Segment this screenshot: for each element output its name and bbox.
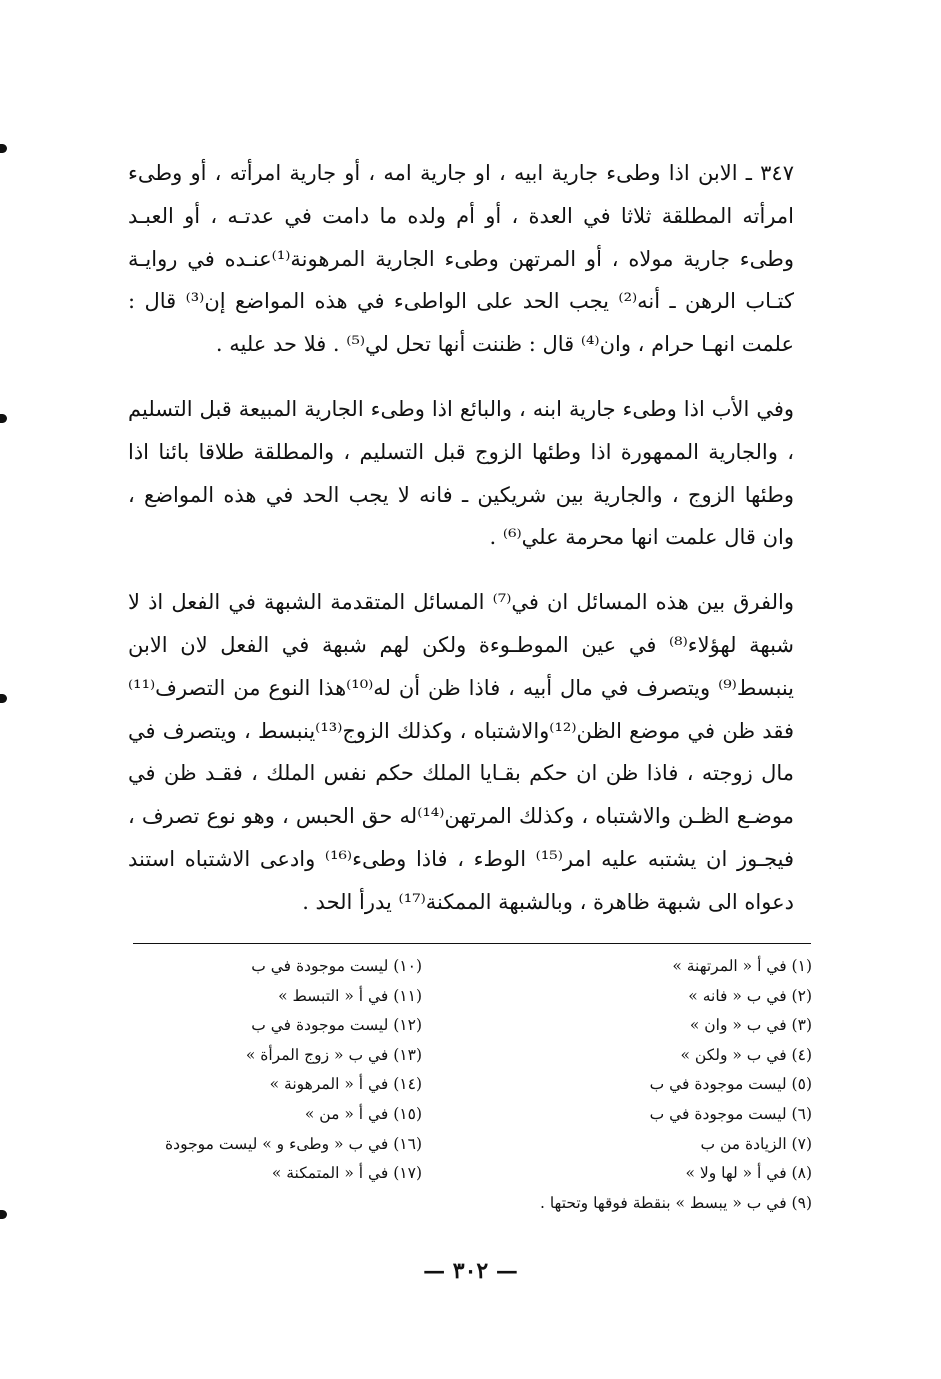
footnote: (١٧) في أ « المتمكنة » — [271, 1164, 422, 1183]
footnote: (١) في أ « المرتهنة » — [672, 957, 812, 975]
footnote: (١٥) في أ « من » — [304, 1104, 422, 1123]
paragraph: ٣٤٧ ـ الابن اذا وطىء جارية ابيه ، او جارية امه ، أو جارية امرأته ، أو وطىء امرأته المطلقة ثلاثا في العدة ، أو أم ولده ما دامت في عدتـه ، أو العبـد وطىء جارية مولاه ، أو المرتهن وطىء الجارية المرهونة⁽¹⁾عنـده في روايـة كتـاب الرهن ـ أنه⁽²⁾ يجب الحد على الواطىء في هذه المواضع إن⁽³⁾ قال : علمت انهـا حرام ، وان⁽⁴⁾ قال : ظننت أنها تحل لي⁽⁵⁾ . فلا حد عليه . — [128, 161, 795, 357]
footnote: (٨) في أ « لها ولا » — [685, 1164, 812, 1183]
footnotes-right-column — [540, 952, 812, 1218]
paragraph: وفي الأب اذا وطىء جارية ابنه ، والبائع اذا وطىء الجارية المبيعة قبل التسليم ، والجارية الممهورة اذا وطئها الزوج قبل التسليم ، والمطلقة طلاقا بائنا اذا وطئها الزوج ، والجارية بين شريكين ـ فانه لا يجب الحد في هذه المواضع ، وان قال علمت انها محرمة علي⁽⁶⁾ . — [128, 396, 794, 550]
footnote: (٣) في ب « وان » — [689, 1016, 812, 1035]
footnote: (١٤) في أ « المرهونة » — [269, 1075, 422, 1094]
margin-mark — [0, 694, 7, 703]
footnote: (٧) الزيادة من ب — [700, 1134, 812, 1153]
footnote-divider — [133, 943, 811, 944]
footnote: (١٣) في ب « زوج المرأة » — [245, 1045, 422, 1064]
footnote: (٤) في ب « ولكن » — [680, 1045, 812, 1064]
footnotes-left-column — [165, 952, 422, 1189]
margin-mark — [0, 414, 7, 423]
paragraph: والفرق بين هذه المسائل ان في⁽⁷⁾ المسائل المتقدمة الشبهة في الفعل اذ لا شبهة لهؤلاء⁽⁸⁾ في عين الموطـوءة ولكن لهم شبهة في الفعل لان الابن ينبسط⁽⁹⁾ ويتصرف في مال أبيه ، فاذا ظن أن له⁽¹⁰⁾هذا النوع من التصرف⁽¹¹⁾فقد ظن في موضع الظن⁽¹²⁾والاشتباه ، وكذلك الزوج⁽¹³⁾ينبسط ، ويتصرف في مال زوجته ، فاذا ظن ان حكم بقـايا الملك حكم نفس الملك ، فقـد ظن في موضـع الظـن والاشتباه ، وكذلك المرتهن⁽¹⁴⁾له حق الحبس ، وهو نوع تصرف ، فيجـوز ان يشتبه عليه امر⁽¹⁵⁾ الوطء ، فاذا وطىء⁽¹⁶⁾ وادعى الاشتباه استند دعواه الى شبهة ظاهرة ، وبالشبهة الممكنة⁽¹⁷⁾ يدرأ الحد . — [128, 590, 795, 914]
footnote: (٢) في ب « فانه » — [688, 986, 812, 1005]
footnote: (٥) ليست موجودة في ب — [649, 1075, 812, 1094]
margin-mark — [0, 1210, 7, 1219]
footnote: (٦) ليست موجودة في ب — [649, 1104, 812, 1123]
footnote: (١١) في أ « التبسط » — [278, 986, 422, 1005]
main-text — [128, 152, 794, 924]
page-number: — ٣٠٢ — — [423, 1258, 518, 1284]
footnote: (١٢) ليست موجودة في ب — [251, 1016, 422, 1035]
footnote: (١٠) ليست موجودة في ب — [251, 957, 422, 975]
margin-mark — [0, 144, 7, 153]
footnote: (١٦) في ب « وطىء و » ليست موجودة — [165, 1134, 422, 1153]
footnote: (٩) في ب « يبسط » بنقطة فوقها وتحتها . — [539, 1193, 812, 1212]
